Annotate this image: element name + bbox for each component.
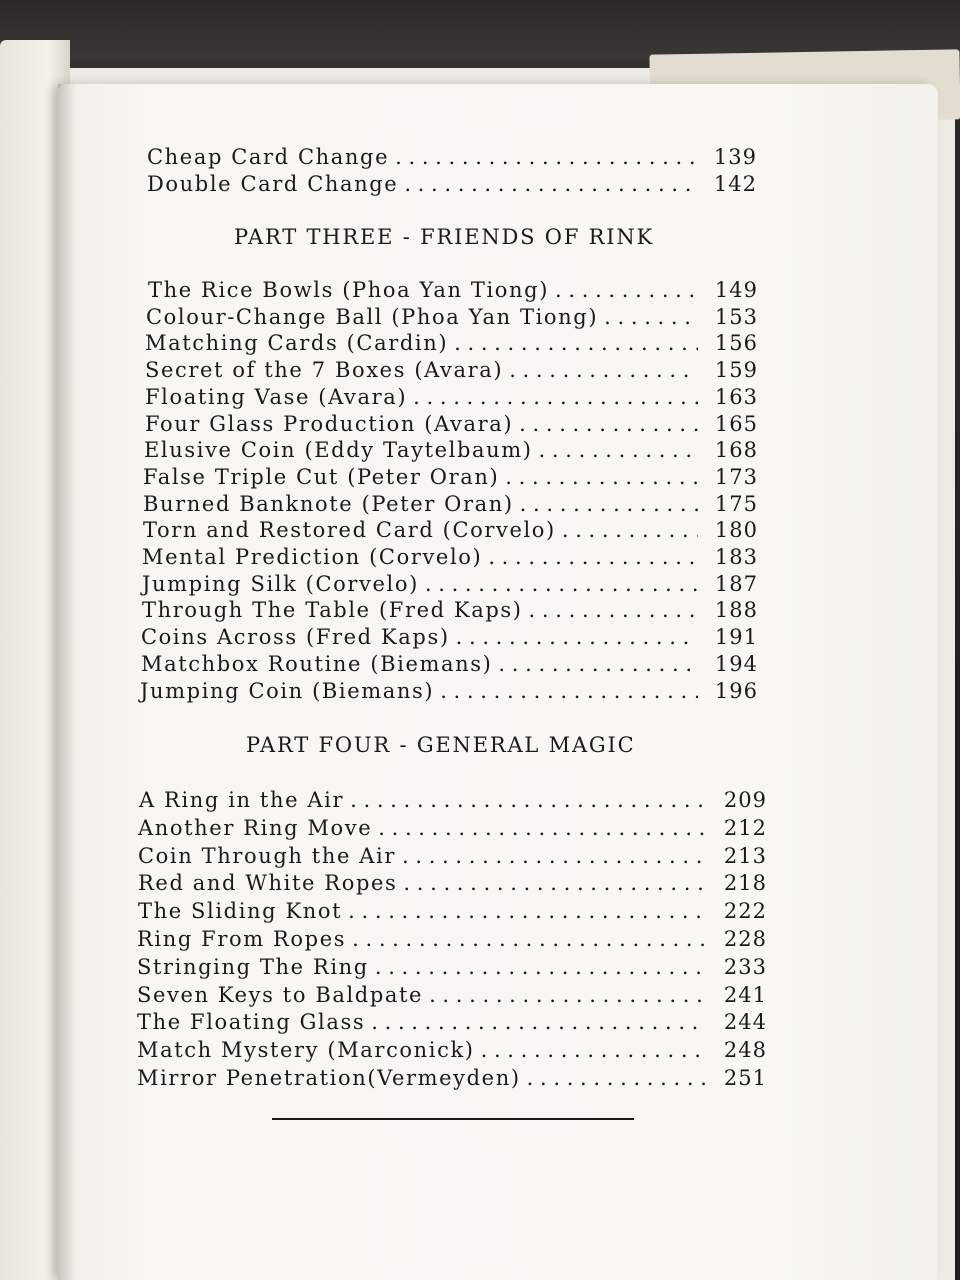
toc-entry <box>137 927 767 951</box>
toc-entry <box>143 518 758 542</box>
entry-title: Coins Across (Fred Kaps) <box>141 625 450 650</box>
entry-page: 241 <box>723 982 767 1007</box>
entry-title: Matchbox Routine (Biemans) <box>141 651 493 676</box>
toc-entry <box>138 816 767 840</box>
leader-dots <box>378 816 707 840</box>
section-heading: PART THREE - FRIENDS OF RINK <box>234 225 655 249</box>
entry-title: Through The Table (Fred Kaps) <box>142 598 523 623</box>
leader-dots <box>555 278 698 302</box>
entry-page: 180 <box>714 518 758 543</box>
toc-entry <box>142 545 758 569</box>
toc-entry <box>137 1010 767 1034</box>
leader-dots <box>527 1066 707 1090</box>
entry-page: 153 <box>714 304 758 329</box>
entry-title: Floating Vase (Avara) <box>145 384 408 409</box>
entry-title: Elusive Coin (Eddy Taytelbaum) <box>144 438 533 463</box>
entry-page: 222 <box>723 899 767 924</box>
toc-entry <box>138 899 767 923</box>
entry-page: 139 <box>713 145 757 169</box>
leader-dots <box>375 955 707 979</box>
toc-entry <box>141 652 758 676</box>
entry-page: 213 <box>723 843 767 868</box>
toc-entry <box>146 305 758 329</box>
toc-entry <box>140 679 758 703</box>
leader-dots <box>520 492 698 516</box>
entry-title: Mirror Penetration(Vermeyden) <box>137 1066 521 1090</box>
leader-dots <box>481 1038 707 1062</box>
leader-dots <box>348 899 707 923</box>
leader-dots <box>413 385 698 409</box>
toc-entry <box>138 844 767 868</box>
entry-page: 248 <box>723 1038 767 1063</box>
toc-entry <box>141 625 758 649</box>
entry-page: 228 <box>723 927 767 951</box>
entry-title: Burned Banknote (Peter Oran) <box>143 491 514 516</box>
toc-entry <box>137 955 767 979</box>
entry-title: The Sliding Knot <box>138 899 343 924</box>
entry-page: 196 <box>714 678 758 703</box>
leader-dots <box>350 788 707 812</box>
entry-page: 244 <box>723 1010 767 1035</box>
entry-title: Red and White Ropes <box>138 871 398 896</box>
toc-entry <box>145 385 758 409</box>
entry-page: 212 <box>723 815 767 840</box>
entry-page: 165 <box>714 411 758 436</box>
entry-title: Coin Through the Air <box>138 843 396 868</box>
entry-title: Jumping Coin (Biemans) <box>140 678 435 703</box>
leader-dots <box>505 465 698 489</box>
entry-title: Secret of the 7 Boxes (Avara) <box>145 358 504 383</box>
toc-entry <box>143 465 758 489</box>
entry-page: 251 <box>723 1066 767 1090</box>
toc-entry <box>139 788 767 812</box>
leader-dots <box>352 927 707 951</box>
leader-dots <box>403 871 707 895</box>
toc-entry <box>147 172 757 196</box>
leader-dots <box>395 145 697 169</box>
entry-page: 173 <box>714 464 758 489</box>
entry-title: False Triple Cut (Peter Oran) <box>143 464 500 489</box>
entry-page: 175 <box>714 491 758 516</box>
toc-entry <box>145 412 758 436</box>
leader-dots <box>539 438 698 462</box>
entry-page: 183 <box>714 545 758 569</box>
entry-page: 187 <box>714 571 758 596</box>
leader-dots <box>402 844 707 868</box>
leader-dots <box>519 412 698 436</box>
leader-dots <box>404 172 697 196</box>
entry-page: 191 <box>714 625 758 650</box>
entry-title: Ring From Ropes <box>137 927 347 951</box>
toc-entry <box>137 983 767 1007</box>
toc-entry <box>138 871 767 895</box>
leader-dots <box>509 358 698 382</box>
entry-page: 218 <box>723 871 767 896</box>
entry-page: 149 <box>714 278 758 302</box>
toc-entry <box>145 358 758 382</box>
entry-title: Match Mystery (Marconick) <box>137 1038 475 1063</box>
toc-entry <box>143 492 758 516</box>
toc-entry <box>145 331 758 355</box>
toc-entry <box>148 278 758 302</box>
toc-entry <box>137 1038 767 1062</box>
entry-title: Matching Cards (Cardin) <box>145 331 449 356</box>
entry-page: 163 <box>714 384 758 409</box>
entry-title: The Rice Bowls (Phoa Yan Tiong) <box>148 278 550 302</box>
leader-dots <box>425 572 698 596</box>
entry-title: Mental Prediction (Corvelo) <box>142 545 483 569</box>
leader-dots <box>604 305 698 329</box>
entry-page: 168 <box>714 438 758 463</box>
leader-dots <box>529 598 698 622</box>
toc-entry <box>137 1066 767 1090</box>
entry-page: 188 <box>714 598 758 623</box>
leader-dots <box>562 518 698 542</box>
entry-title: Colour-Change Ball (Phoa Yan Tiong) <box>146 304 599 329</box>
entry-page: 159 <box>714 358 758 383</box>
section-heading: PART FOUR - GENERAL MAGIC <box>246 733 636 757</box>
leader-dots <box>456 625 698 649</box>
leader-dots <box>498 652 698 676</box>
leader-dots <box>371 1010 707 1034</box>
toc-entry <box>147 145 757 169</box>
toc-entry <box>142 598 758 622</box>
leader-dots <box>454 331 698 355</box>
entry-title: Cheap Card Change <box>147 145 390 169</box>
entry-title: Another Ring Move <box>138 815 373 840</box>
entry-page: 233 <box>723 954 767 979</box>
leader-dots <box>440 679 698 703</box>
entry-title: A Ring in the Air <box>139 788 345 812</box>
entry-title: The Floating Glass <box>137 1010 366 1035</box>
entry-title: Stringing The Ring <box>137 954 369 979</box>
entry-page: 142 <box>713 172 757 196</box>
entry-page: 156 <box>714 331 758 356</box>
entry-title: Double Card Change <box>147 172 399 196</box>
leader-dots <box>488 545 698 569</box>
entry-page: 209 <box>723 788 767 812</box>
entry-title: Jumping Silk (Corvelo) <box>142 571 419 596</box>
end-rule <box>272 1118 634 1120</box>
toc-entry <box>142 572 758 596</box>
toc-entry <box>144 438 758 462</box>
entry-title: Four Glass Production (Avara) <box>145 411 514 436</box>
entry-title: Torn and Restored Card (Corvelo) <box>143 518 556 543</box>
leader-dots <box>429 983 707 1007</box>
entry-title: Seven Keys to Baldpate <box>137 982 424 1007</box>
entry-page: 194 <box>714 651 758 676</box>
